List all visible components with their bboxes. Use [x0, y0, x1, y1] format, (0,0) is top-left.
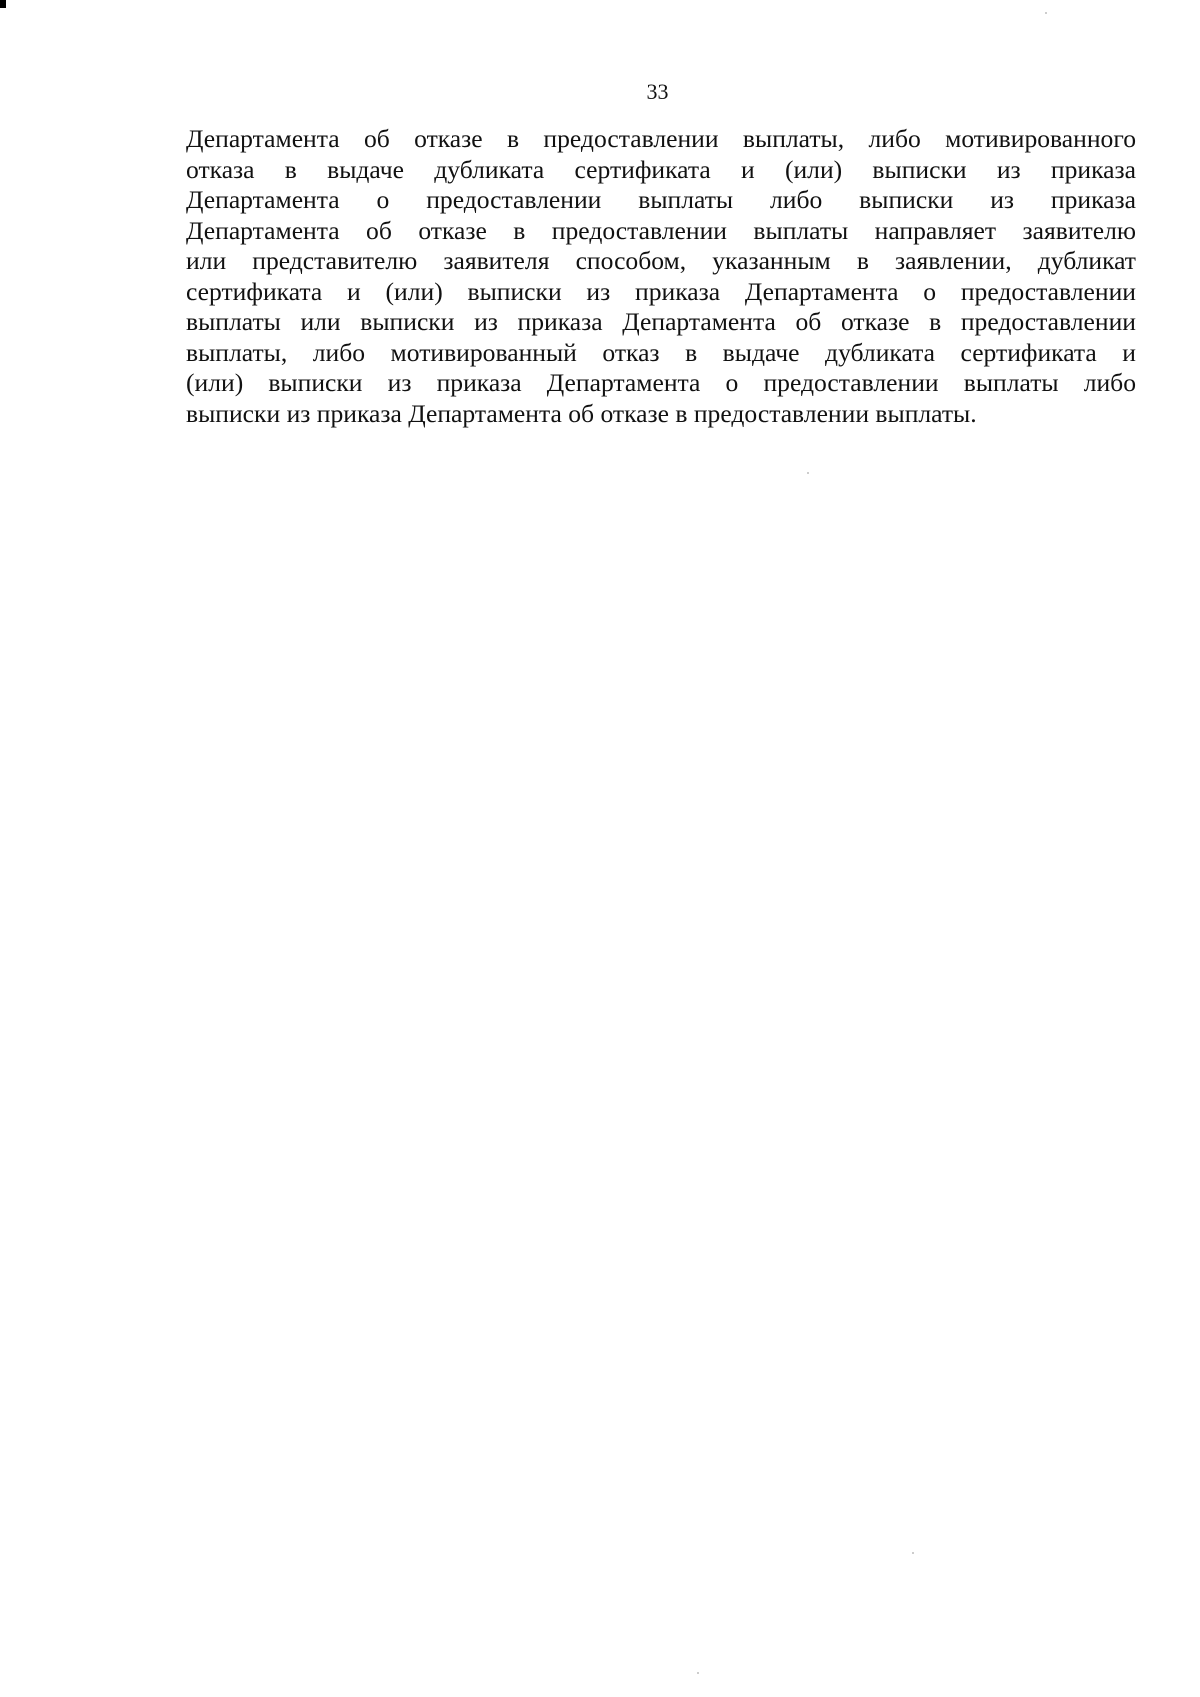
paragraph-line: сертификата и (или) выписки из приказа Департамента о предоставлении	[186, 276, 1136, 306]
scan-speck	[697, 1672, 699, 1674]
scan-speck	[807, 472, 809, 474]
paragraph-line: или представителю заявителя способом, указанным в заявлении, дубликат	[186, 246, 1136, 275]
paragraph-line: выписки из приказа Департамента об отказе в предоставлении выплаты.	[186, 398, 977, 428]
paragraph-line: Департамента об отказе в предоставлении выплаты, либо мотивированного	[186, 124, 1136, 153]
scan-speck	[1045, 12, 1047, 14]
page-number: 33	[646, 79, 669, 104]
paragraph-line: выплаты, либо мотивированный отказ в выдаче дубликата сертификата и	[186, 337, 1136, 367]
paragraph-line: выплаты или выписки из приказа Департамента об отказе в предоставлении	[186, 307, 1136, 336]
scan-corner-mark	[0, 0, 6, 8]
paragraph-line: Департамента о предоставлении выплаты либо выписки из приказа	[186, 185, 1136, 214]
paragraph-line: (или) выписки из приказа Департамента о предоставлении выплаты либо	[186, 368, 1136, 397]
scan-speck	[912, 1552, 914, 1554]
paragraph-line: Департамента об отказе в предоставлении выплаты направляет заявителю	[186, 215, 1136, 245]
body-paragraph	[186, 124, 1136, 429]
paragraph-line: отказа в выдаче дубликата сертификата и (или) выписки из приказа	[186, 154, 1136, 184]
